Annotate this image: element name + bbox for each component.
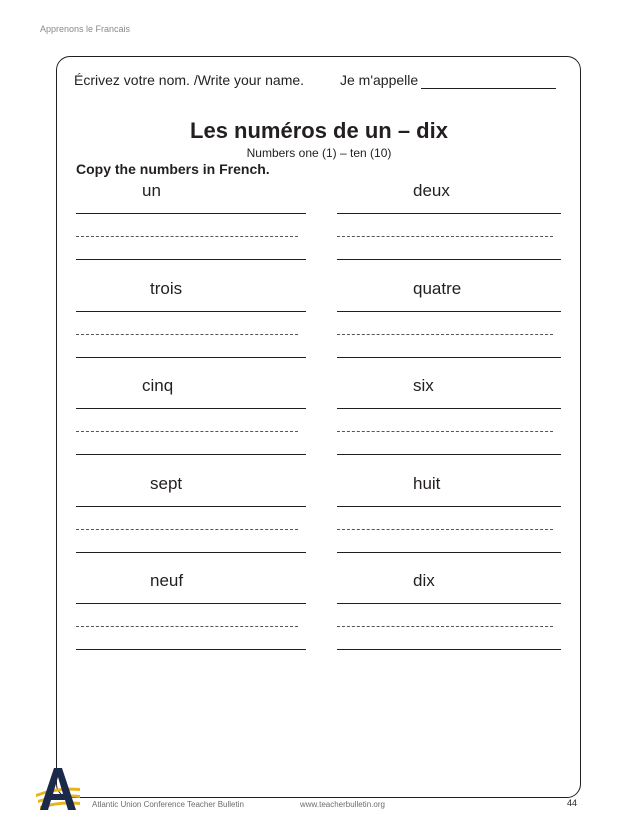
page-subtitle: Numbers one (1) – ten (10) bbox=[246, 146, 392, 160]
practice-cell-cinq bbox=[76, 376, 306, 466]
writing-line-top[interactable] bbox=[76, 408, 306, 409]
practice-cell-neuf bbox=[76, 571, 306, 661]
writing-line-top[interactable] bbox=[337, 408, 561, 409]
writing-line-bottom[interactable] bbox=[337, 259, 561, 260]
writing-line-bottom[interactable] bbox=[76, 454, 306, 455]
name-label: Je m'appelle bbox=[340, 72, 419, 88]
word-label: quatre bbox=[413, 279, 462, 298]
footer-url[interactable]: www.teacherbulletin.org bbox=[300, 800, 385, 809]
word-label: huit bbox=[413, 474, 441, 493]
atlantic-union-logo-icon bbox=[34, 764, 82, 812]
writing-line-dashed bbox=[337, 236, 553, 237]
page-title: Les numéros de un – dix bbox=[190, 118, 448, 143]
writing-line-dashed bbox=[337, 626, 553, 627]
writing-line-bottom[interactable] bbox=[337, 357, 561, 358]
writing-line-dashed bbox=[337, 334, 553, 335]
practice-cell-six bbox=[337, 376, 561, 466]
writing-line-dashed bbox=[337, 431, 553, 432]
name-writing-line[interactable] bbox=[421, 88, 556, 89]
word-label: six bbox=[413, 376, 434, 395]
writing-line-top[interactable] bbox=[337, 603, 561, 604]
writing-line-top[interactable] bbox=[76, 311, 306, 312]
practice-cell-dix bbox=[337, 571, 561, 661]
word-label: neuf bbox=[150, 571, 184, 590]
header-note: Apprenons le Francais bbox=[40, 24, 131, 34]
practice-cell-huit bbox=[337, 474, 561, 564]
writing-line-dashed bbox=[76, 626, 298, 627]
practice-cell-trois bbox=[76, 279, 306, 369]
word-label: sept bbox=[150, 474, 183, 493]
word-label: deux bbox=[413, 181, 450, 200]
page-number: 44 bbox=[567, 798, 578, 808]
writing-line-bottom[interactable] bbox=[76, 649, 306, 650]
writing-line-bottom[interactable] bbox=[76, 552, 306, 553]
writing-line-dashed bbox=[337, 529, 553, 530]
writing-line-top[interactable] bbox=[337, 311, 561, 312]
name-prompt: Écrivez votre nom. /Write your name. bbox=[74, 72, 305, 88]
writing-line-top[interactable] bbox=[76, 603, 306, 604]
practice-cell-sept bbox=[76, 474, 306, 564]
writing-line-bottom[interactable] bbox=[337, 649, 561, 650]
writing-line-bottom[interactable] bbox=[337, 454, 561, 455]
writing-line-dashed bbox=[76, 236, 298, 237]
writing-line-top[interactable] bbox=[76, 506, 306, 507]
writing-line-top[interactable] bbox=[76, 213, 306, 214]
practice-cell-quatre bbox=[337, 279, 561, 369]
footer-organization: Atlantic Union Conference Teacher Bulletin bbox=[92, 800, 244, 809]
writing-line-top[interactable] bbox=[337, 506, 561, 507]
practice-cell-un bbox=[76, 181, 306, 271]
writing-line-bottom[interactable] bbox=[76, 357, 306, 358]
word-label: trois bbox=[150, 279, 183, 298]
word-label: dix bbox=[413, 571, 435, 590]
word-label: un bbox=[142, 181, 161, 200]
instructions: Copy the numbers in French. bbox=[76, 161, 270, 177]
writing-line-dashed bbox=[76, 431, 298, 432]
writing-line-dashed bbox=[76, 334, 298, 335]
writing-line-dashed bbox=[76, 529, 298, 530]
practice-cell-deux bbox=[337, 181, 561, 271]
writing-line-bottom[interactable] bbox=[337, 552, 561, 553]
writing-line-bottom[interactable] bbox=[76, 259, 306, 260]
writing-line-top[interactable] bbox=[337, 213, 561, 214]
word-label: cinq bbox=[142, 376, 174, 395]
